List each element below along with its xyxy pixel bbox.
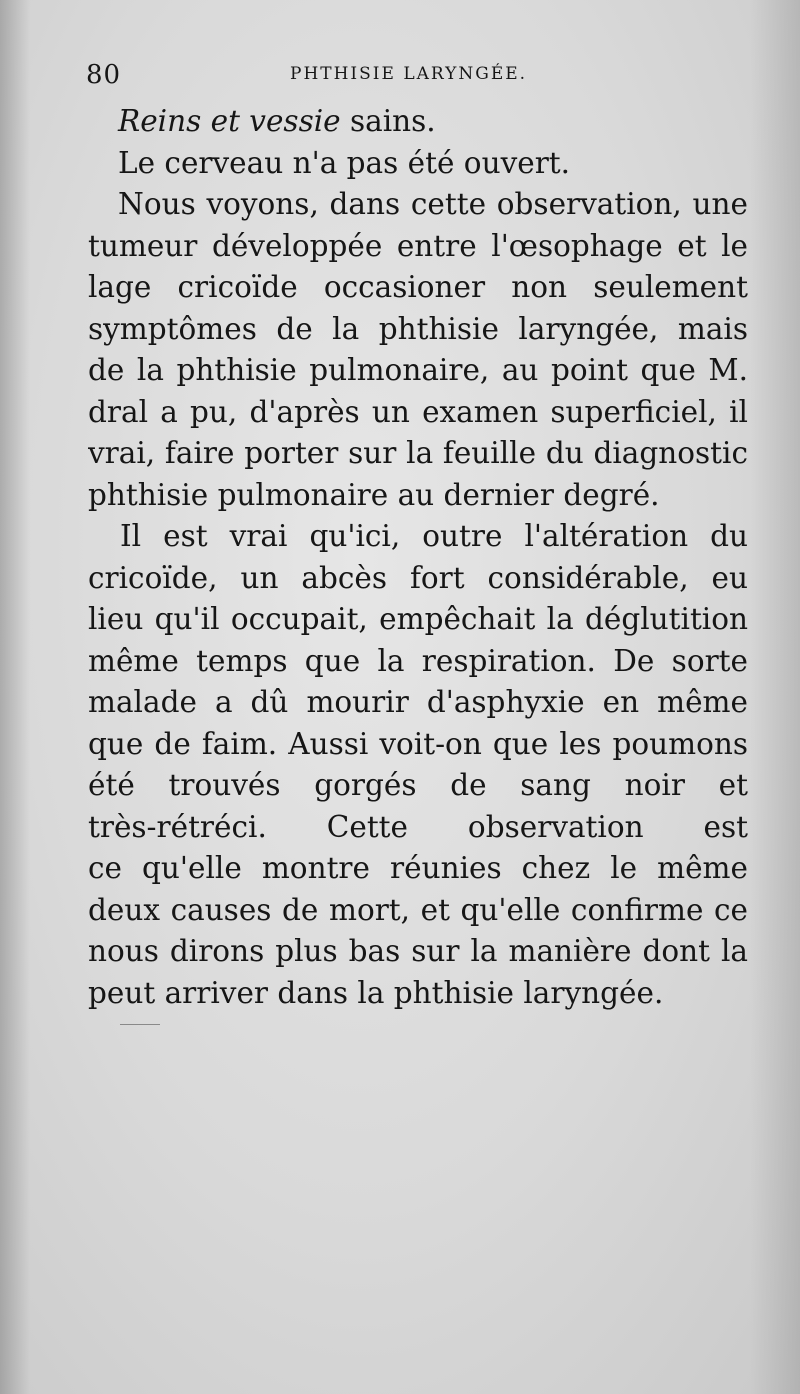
paragraph-2-line-10: deux causes de mort, et qu'elle confirme ce (88, 892, 748, 927)
text-line-1 (88, 101, 748, 143)
paragraph-2-line-11: nous dirons plus bas sur la manière dont la (88, 934, 748, 968)
end-rule (120, 1024, 160, 1025)
paragraph-1-line-1: Nous voyons, dans cette observation, une (118, 187, 748, 221)
gutter-shadow (0, 0, 30, 1394)
body-text (88, 101, 748, 1014)
paragraph-2-line-1: Il est vrai qu'ici, outre l'altération du (120, 519, 748, 553)
text-line-1-rest: sains. (340, 104, 436, 138)
paragraph-1-line-8: phthisie pulmonaire au dernier degré. (88, 477, 660, 512)
paragraph-1-line-7: vrai, faire porter sur la feuille du diagnostic (88, 436, 748, 470)
paragraph-2-line-3: lieu qu'il occupait, empêchait la déglutition (88, 602, 748, 636)
paragraph-2-line-2: cricoïde, un abcès fort considérable, eu (88, 560, 748, 595)
paragraph-1-line-6: dral a pu, d'après un examen superficiel, il (88, 394, 748, 429)
paragraph-2-line-8: très-rétréci. Cette observation est (88, 809, 748, 844)
italic-phrase: Reins et vessie (118, 104, 341, 138)
text-line-2: Le cerveau n'a pas été ouvert. (118, 145, 571, 180)
paragraph-1-line-2: tumeur développée entre l'œsophage et le (88, 228, 748, 263)
edge-shadow (750, 0, 800, 1394)
paragraph-1-line-3: lage cricoïde occasioner non seulement (88, 270, 748, 304)
running-head: PHTHISIE LARYNGÉE. (290, 64, 528, 84)
paragraph-2-line-5: malade a dû mourir d'asphyxie en même (88, 685, 748, 719)
paragraph-1-line-5: de la phthisie pulmonaire, au point que M. (88, 353, 748, 387)
paragraph-2-line-9: ce qu'elle montre réunies chez le même (88, 851, 748, 885)
paragraph-2-line-6: que de faim. Aussi voit-on que les poumons (88, 726, 748, 761)
paragraph-2-line-4: même temps que la respiration. De sorte (88, 643, 748, 678)
paragraph-2-line-12: peut arriver dans la phthisie laryngée. (88, 975, 664, 1010)
paragraph-2-line-7: été trouvés gorgés de sang noir et (88, 768, 748, 802)
page-number: 80 (86, 60, 122, 90)
paragraph-1-line-4: symptômes de la phthisie laryngée, mais (88, 311, 748, 346)
